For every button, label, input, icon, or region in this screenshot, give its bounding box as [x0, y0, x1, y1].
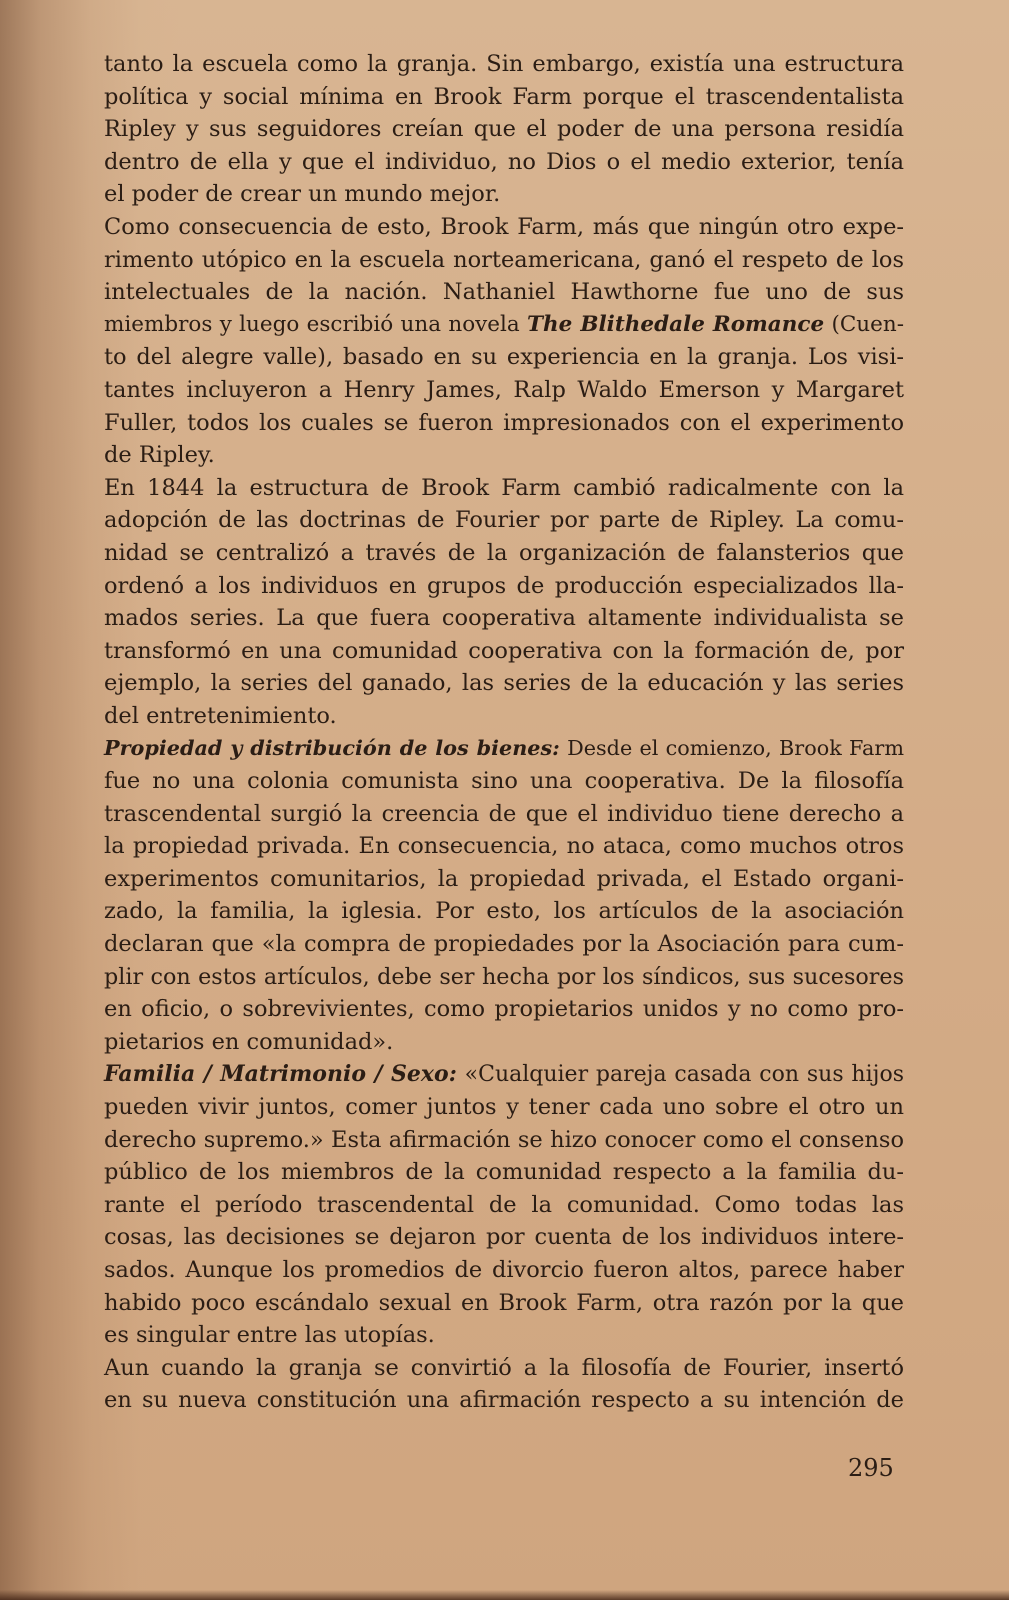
text-run: derecho supremo.» Esta afirmación se hizo conocer como el consenso	[104, 1126, 904, 1153]
text-line	[104, 961, 904, 994]
text-run: pueden vivir juntos, comer juntos y tener cada uno sobre el otro un	[104, 1094, 904, 1120]
page-number: 295	[848, 1454, 894, 1482]
text-run: miembros y luego escribió una novela	[104, 311, 528, 337]
text-line	[104, 830, 904, 863]
text-line	[104, 472, 904, 505]
text-line	[104, 211, 904, 244]
text-run: (Cuen-	[824, 311, 904, 337]
text-line	[104, 863, 904, 896]
body-text	[104, 48, 904, 1417]
text-line	[104, 667, 904, 700]
italic-run: The Blithedale Romance	[527, 311, 825, 337]
text-line	[104, 1319, 904, 1352]
text-run: política y social mínima en Brook Farm porque el trascendentalista	[104, 83, 904, 110]
text-line	[104, 798, 904, 831]
text-run: en oficio, o sobrevivientes, como propietarios unidos y no como pro-	[104, 996, 904, 1023]
text-run: la propiedad privada. En consecuencia, no ataca, como muchos otros	[104, 833, 904, 860]
text-run: adopción de las doctrinas de Fourier por parte de Ripley. La comu-	[104, 507, 904, 534]
text-run: Fuller, todos los cuales se fueron impresionados con el experimento	[104, 409, 904, 436]
text-run: tantes incluyeron a Henry James, Ralp Waldo Emerson y Margaret	[104, 376, 904, 403]
text-run: rante el período trascendental de la comunidad. Como todas las	[104, 1191, 904, 1218]
text-run: el poder de crear un mundo mejor.	[104, 181, 501, 208]
text-run: de Ripley.	[104, 442, 215, 469]
text-run: nidad se centralizó a través de la organización de falansterios que	[104, 539, 904, 566]
text-run: transformó en una comunidad cooperativa con la formación de, por	[104, 637, 904, 664]
text-line	[104, 1026, 904, 1059]
text-line	[104, 1352, 904, 1385]
text-line	[104, 1058, 904, 1091]
text-run: cosas, las decisiones se dejaron por cuenta de los individuos intere-	[104, 1224, 904, 1251]
text-run: fue no una colonia comunista sino una cooperativa. De la filosofía	[104, 768, 904, 795]
text-run: Aun cuando la granja se convirtió a la filosofía de Fourier, insertó	[104, 1354, 904, 1381]
italic-run: Familia / Matrimonio / Sexo:	[104, 1061, 457, 1088]
text-run: público de los miembros de la comunidad respecto a la familia du-	[104, 1159, 904, 1186]
text-run: Como consecuencia de esto, Brook Farm, más que ningún otro expe-	[104, 213, 904, 240]
text-line	[104, 570, 904, 603]
text-line	[104, 700, 904, 733]
text-run: habido poco escándalo sexual en Brook Farm, otra razón por la que	[104, 1289, 904, 1316]
text-line	[104, 504, 904, 537]
text-run: plir con estos artículos, debe ser hecha por los síndicos, sus sucesores	[104, 963, 904, 990]
text-line	[104, 407, 904, 440]
text-run: ordenó a los individuos en grupos de producción especializados lla-	[104, 572, 904, 599]
text-line	[104, 928, 904, 961]
text-run: dentro de ella y que el individuo, no Dios o el medio exterior, tenía	[104, 148, 904, 175]
text-line	[104, 635, 904, 668]
text-line	[104, 48, 904, 81]
text-run: tanto la escuela como la granja. Sin embargo, existía una estructura	[104, 51, 904, 77]
text-line	[104, 374, 904, 407]
text-run: intelectuales de la nación. Nathaniel Hawthorne fue uno de sus	[104, 279, 904, 306]
text-line	[104, 1221, 904, 1254]
text-line	[104, 81, 904, 114]
text-run: zado, la familia, la iglesia. Por esto, los artículos de la asociación	[104, 898, 904, 925]
text-run: experimentos comunitarios, la propiedad privada, el Estado organi-	[104, 865, 904, 892]
italic-run: Propiedad y distribución de los bienes:	[104, 736, 560, 761]
text-run: Desde el comienzo, Brook Farm	[559, 736, 904, 761]
text-line	[104, 602, 904, 635]
text-run: pietarios en comunidad».	[104, 1028, 394, 1055]
text-line	[104, 341, 904, 374]
page-bottom-edge	[0, 1590, 1009, 1600]
text-line	[104, 244, 904, 277]
text-run: trascendental surgió la creencia de que el individuo tiene derecho a	[104, 800, 904, 827]
text-run: ejemplo, la series del ganado, las series de la educación y las series	[104, 670, 904, 697]
text-run: sados. Aunque los promedios de divorcio fueron altos, parece haber	[104, 1256, 904, 1283]
text-run: es singular entre las utopías.	[104, 1322, 435, 1349]
text-line	[104, 1091, 904, 1124]
text-line	[104, 178, 904, 211]
text-line	[104, 309, 904, 342]
text-line	[104, 1254, 904, 1287]
text-line	[104, 1124, 904, 1157]
text-run: declaran que «la compra de propiedades por la Asociación para cum-	[104, 931, 904, 958]
text-line	[104, 146, 904, 179]
text-line	[104, 1384, 904, 1417]
text-line	[104, 993, 904, 1026]
text-line	[104, 732, 904, 765]
text-line	[104, 895, 904, 928]
text-run: mados series. La que fuera cooperativa altamente individualista se	[104, 605, 904, 632]
text-line	[104, 1156, 904, 1189]
text-run: «Cualquier pareja casada con sus hijos	[456, 1062, 904, 1088]
text-line	[104, 276, 904, 309]
text-line	[104, 765, 904, 798]
text-line	[104, 1189, 904, 1222]
text-run: del entretenimiento.	[104, 702, 337, 729]
text-run: to del alegre valle), basado en su experiencia en la granja. Los visi-	[104, 344, 904, 371]
text-line	[104, 113, 904, 146]
text-line	[104, 537, 904, 570]
text-run: en su nueva constitución una afirmación respecto a su intención de	[104, 1387, 904, 1414]
text-run: rimento utópico en la escuela norteamericana, ganó el respeto de los	[104, 246, 904, 273]
text-line	[104, 439, 904, 472]
text-run: En 1844 la estructura de Brook Farm cambió radicalmente con la	[104, 474, 904, 501]
text-run: Ripley y sus seguidores creían que el poder de una persona residía	[104, 116, 904, 143]
text-line	[104, 1287, 904, 1320]
